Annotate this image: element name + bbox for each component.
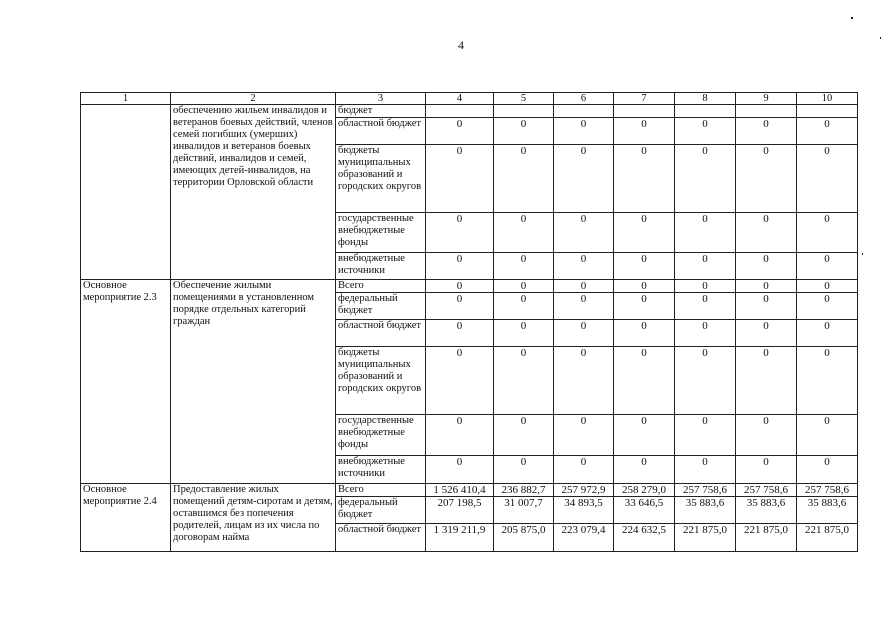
description-cell: Обеспечение жилыми помещениями в установленном порядке отдельных категорий граждан	[171, 280, 336, 484]
value-cell: 0	[494, 347, 554, 415]
value-cell: 0	[554, 347, 614, 415]
value-cell: 0	[554, 213, 614, 253]
value-cell: 0	[554, 118, 614, 145]
value-cell: 0	[426, 347, 494, 415]
value-cell: 0	[797, 145, 858, 213]
value-cell: 0	[614, 347, 675, 415]
value-cell: 0	[554, 320, 614, 347]
value-cell: 257 758,6	[675, 484, 736, 497]
value-cell: 257 758,6	[736, 484, 797, 497]
source-cell: государственные внебюджетные фонды	[336, 415, 426, 456]
value-cell: 0	[494, 320, 554, 347]
source-cell: Всего	[336, 484, 426, 497]
value-cell: 0	[736, 293, 797, 320]
column-header: 5	[494, 93, 554, 105]
column-header: 10	[797, 93, 858, 105]
value-cell: 0	[736, 415, 797, 456]
value-cell: 0	[494, 293, 554, 320]
value-cell: 0	[426, 320, 494, 347]
value-cell: 0	[494, 213, 554, 253]
value-cell: 0	[675, 456, 736, 484]
value-cell: 0	[426, 456, 494, 484]
value-cell: 33 646,5	[614, 497, 675, 524]
value-cell: 0	[614, 415, 675, 456]
program-cell: Основное мероприятие 2.3	[81, 280, 171, 484]
column-header: 9	[736, 93, 797, 105]
value-cell: 0	[554, 293, 614, 320]
column-header: 6	[554, 93, 614, 105]
scan-speck	[851, 17, 853, 19]
value-cell: 0	[675, 253, 736, 280]
source-cell: федеральный бюджет	[336, 497, 426, 524]
value-cell: 0	[736, 347, 797, 415]
value-cell: 236 882,7	[494, 484, 554, 497]
value-cell: 257 758,6	[797, 484, 858, 497]
value-cell: 0	[614, 213, 675, 253]
source-cell: Всего	[336, 280, 426, 293]
value-cell: 0	[675, 320, 736, 347]
scan-speck	[862, 253, 863, 255]
value-cell: 0	[736, 253, 797, 280]
value-cell: 0	[494, 415, 554, 456]
value-cell: 0	[675, 280, 736, 293]
value-cell: 0	[426, 118, 494, 145]
page-number: 4	[458, 38, 464, 52]
value-cell: 221 875,0	[675, 524, 736, 552]
value-cell: 1 319 211,9	[426, 524, 494, 552]
table-row	[81, 484, 858, 497]
value-cell	[675, 105, 736, 118]
source-cell: бюджеты муниципальных образований и городских округов	[336, 145, 426, 213]
value-cell: 0	[797, 253, 858, 280]
value-cell: 34 893,5	[554, 497, 614, 524]
value-cell: 0	[494, 456, 554, 484]
value-cell: 0	[554, 145, 614, 213]
value-cell: 0	[736, 280, 797, 293]
value-cell: 0	[736, 118, 797, 145]
column-header: 8	[675, 93, 736, 105]
value-cell: 35 883,6	[736, 497, 797, 524]
budget-table	[80, 92, 858, 552]
value-cell: 0	[426, 253, 494, 280]
value-cell: 0	[614, 280, 675, 293]
value-cell: 0	[675, 213, 736, 253]
source-cell: внебюджетные источники	[336, 253, 426, 280]
value-cell: 0	[554, 253, 614, 280]
value-cell: 0	[797, 293, 858, 320]
value-cell: 205 875,0	[494, 524, 554, 552]
value-cell	[736, 105, 797, 118]
value-cell: 0	[736, 145, 797, 213]
source-cell: бюджеты муниципальных образований и городских округов	[336, 347, 426, 415]
value-cell: 0	[554, 456, 614, 484]
value-cell: 0	[426, 213, 494, 253]
value-cell: 0	[675, 118, 736, 145]
value-cell: 35 883,6	[675, 497, 736, 524]
value-cell: 221 875,0	[797, 524, 858, 552]
value-cell: 0	[614, 253, 675, 280]
column-header: 7	[614, 93, 675, 105]
value-cell	[426, 105, 494, 118]
value-cell: 0	[426, 145, 494, 213]
program-cell: Основное мероприятие 2.4	[81, 484, 171, 552]
source-cell: государственные внебюджетные фонды	[336, 213, 426, 253]
value-cell: 0	[797, 118, 858, 145]
program-cell	[81, 105, 171, 280]
value-cell: 207 198,5	[426, 497, 494, 524]
value-cell: 35 883,6	[797, 497, 858, 524]
value-cell: 223 079,4	[554, 524, 614, 552]
value-cell: 0	[675, 293, 736, 320]
value-cell: 0	[494, 118, 554, 145]
value-cell: 224 632,5	[614, 524, 675, 552]
description-cell: обеспечению жильем инвалидов и ветеранов боевых действий, членов семей погибших (умерших) инвалидов и ветеранов боевых действий, инвалидов и семей, имеющих детей-инвалидов, на территории Орловской области	[171, 105, 336, 280]
value-cell: 0	[736, 213, 797, 253]
source-cell: бюджет	[336, 105, 426, 118]
value-cell: 0	[426, 280, 494, 293]
value-cell: 0	[736, 456, 797, 484]
source-cell: внебюджетные источники	[336, 456, 426, 484]
source-cell: областной бюджет	[336, 320, 426, 347]
value-cell: 0	[426, 293, 494, 320]
table-row	[81, 105, 858, 118]
value-cell	[797, 105, 858, 118]
value-cell: 0	[675, 347, 736, 415]
value-cell: 0	[797, 320, 858, 347]
value-cell	[494, 105, 554, 118]
value-cell: 0	[554, 415, 614, 456]
value-cell: 0	[675, 415, 736, 456]
header-row	[81, 93, 858, 105]
value-cell: 0	[675, 145, 736, 213]
value-cell: 0	[614, 293, 675, 320]
value-cell: 0	[426, 415, 494, 456]
description-cell: Предоставление жилых помещений детям-сиротам и детям, оставшимся без попечения родителей, лицам из их числа по договорам найма	[171, 484, 336, 552]
value-cell: 0	[494, 145, 554, 213]
value-cell: 0	[614, 118, 675, 145]
column-header: 2	[171, 93, 336, 105]
value-cell: 0	[494, 253, 554, 280]
scan-speck	[880, 37, 881, 39]
value-cell: 0	[797, 456, 858, 484]
value-cell: 0	[797, 213, 858, 253]
value-cell: 221 875,0	[736, 524, 797, 552]
value-cell: 257 972,9	[554, 484, 614, 497]
value-cell: 0	[614, 145, 675, 213]
value-cell: 1 526 410,4	[426, 484, 494, 497]
value-cell: 0	[614, 456, 675, 484]
value-cell: 0	[797, 347, 858, 415]
source-cell: федеральный бюджет	[336, 293, 426, 320]
value-cell: 0	[614, 320, 675, 347]
value-cell	[614, 105, 675, 118]
value-cell: 258 279,0	[614, 484, 675, 497]
value-cell	[554, 105, 614, 118]
source-cell: областной бюджет	[336, 118, 426, 145]
column-header: 4	[426, 93, 494, 105]
table-row	[81, 280, 858, 293]
value-cell: 31 007,7	[494, 497, 554, 524]
value-cell: 0	[494, 280, 554, 293]
value-cell: 0	[736, 320, 797, 347]
value-cell: 0	[797, 415, 858, 456]
column-header: 1	[81, 93, 171, 105]
source-cell: областной бюджет	[336, 524, 426, 552]
value-cell: 0	[554, 280, 614, 293]
value-cell: 0	[797, 280, 858, 293]
column-header: 3	[336, 93, 426, 105]
